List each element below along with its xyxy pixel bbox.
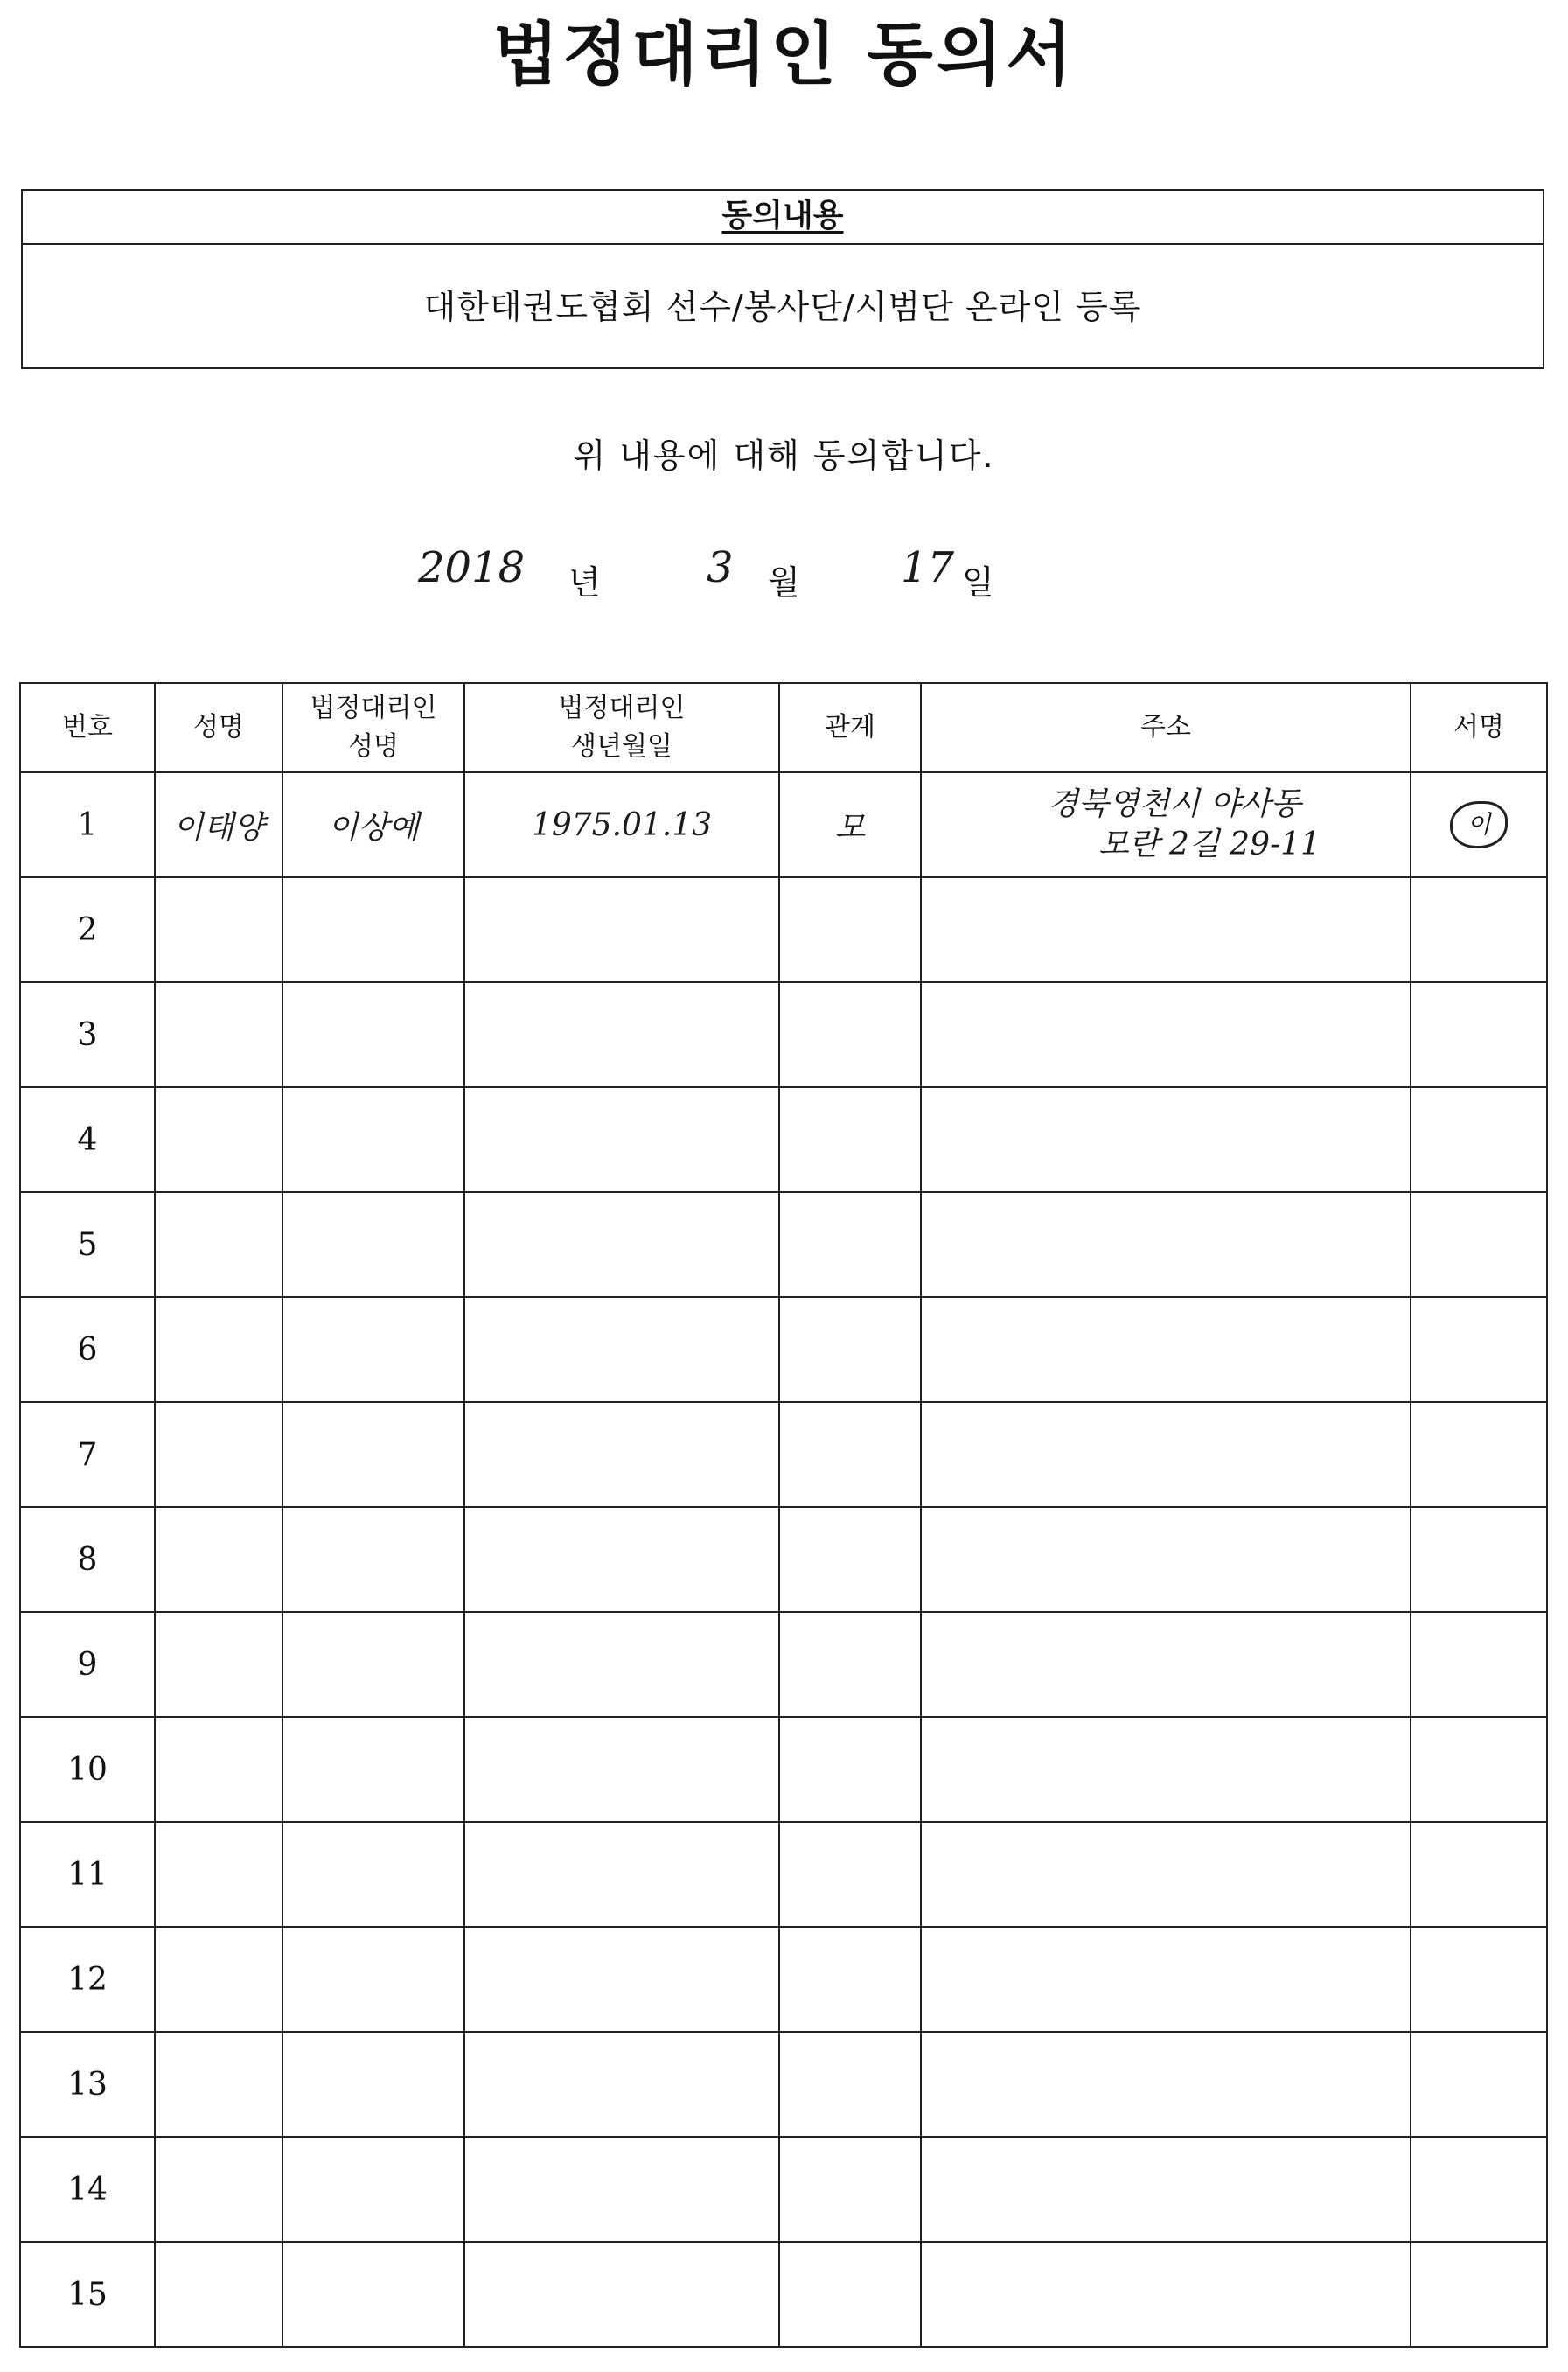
cell-guardian-name xyxy=(282,1507,464,1612)
cell-relation xyxy=(779,1822,921,1927)
cell-signature xyxy=(1411,1297,1547,1402)
cell-number: 9 xyxy=(20,1612,155,1717)
cell-signature xyxy=(1411,1717,1547,1822)
date-year: 2018 xyxy=(418,543,526,592)
document-title: 법정대리인 동의서 xyxy=(492,16,1076,94)
signature-mark: 이 xyxy=(1450,801,1508,848)
cell-guardian-birth xyxy=(464,1507,779,1612)
cell-number: 7 xyxy=(20,1402,155,1507)
cell-guardian-birth xyxy=(464,1717,779,1822)
cell-number: 1 xyxy=(20,772,155,877)
cell-number: 2 xyxy=(20,877,155,982)
agree-statement: 위 내용에 대해 동의합니다. xyxy=(573,436,995,475)
cell-signature xyxy=(1411,1402,1547,1507)
cell-guardian-name xyxy=(282,1087,464,1192)
cell-signature xyxy=(1411,1612,1547,1717)
date-day: 17 xyxy=(901,543,955,592)
cell-guardian-name xyxy=(282,982,464,1087)
cell-guardian-name xyxy=(282,2242,464,2347)
cell-signature xyxy=(1411,2032,1547,2137)
header-guardian-birth xyxy=(464,683,779,772)
cell-address xyxy=(921,2137,1411,2242)
cell-guardian-name: 이상예 xyxy=(282,772,464,877)
cell-address xyxy=(921,1507,1411,1612)
cell-guardian-name xyxy=(282,1402,464,1507)
cell-number: 8 xyxy=(20,1507,155,1612)
cell-signature xyxy=(1411,772,1547,877)
table-row xyxy=(20,1717,1547,1822)
cell-guardian-birth xyxy=(464,1612,779,1717)
cell-guardian-birth: 1975.01.13 xyxy=(464,772,779,877)
cell-address xyxy=(921,1612,1411,1717)
cell-relation xyxy=(779,1612,921,1717)
cell-signature xyxy=(1411,2242,1547,2347)
cell-name xyxy=(155,1087,282,1192)
cell-signature xyxy=(1411,1927,1547,2032)
cell-name xyxy=(155,877,282,982)
cell-guardian-name xyxy=(282,1192,464,1297)
cell-guardian-birth xyxy=(464,1192,779,1297)
table-row xyxy=(20,1822,1547,1927)
cell-guardian-name xyxy=(282,2032,464,2137)
cell-number: 6 xyxy=(20,1297,155,1402)
cell-number: 15 xyxy=(20,2242,155,2347)
cell-name: 이태양 xyxy=(155,772,282,877)
cell-address xyxy=(921,772,1411,877)
cell-number: 5 xyxy=(20,1192,155,1297)
cell-relation xyxy=(779,1927,921,2032)
cell-address xyxy=(921,1717,1411,1822)
cell-relation xyxy=(779,2032,921,2137)
cell-address xyxy=(921,2032,1411,2137)
cell-address xyxy=(921,982,1411,1087)
header-name: 성명 xyxy=(155,683,282,772)
table-header-row xyxy=(20,683,1547,772)
table-row xyxy=(20,1927,1547,2032)
table-row xyxy=(20,1297,1547,1402)
date-line xyxy=(0,538,1568,608)
cell-guardian-birth xyxy=(464,1297,779,1402)
cell-relation xyxy=(779,1297,921,1402)
table-row xyxy=(20,982,1547,1087)
header-guardian-name xyxy=(282,683,464,772)
cell-signature xyxy=(1411,1507,1547,1612)
consent-header: 동의내용 xyxy=(23,191,1543,245)
cell-address xyxy=(921,1297,1411,1402)
cell-relation xyxy=(779,1087,921,1192)
table-row xyxy=(20,1507,1547,1612)
cell-name xyxy=(155,2137,282,2242)
address-line1: 경북영천시 야사동 xyxy=(1048,786,1301,822)
table-row xyxy=(20,1192,1547,1297)
cell-address xyxy=(921,1927,1411,2032)
cell-number: 10 xyxy=(20,1717,155,1822)
cell-guardian-birth xyxy=(464,982,779,1087)
cell-guardian-birth xyxy=(464,1087,779,1192)
cell-name xyxy=(155,1612,282,1717)
cell-number: 11 xyxy=(20,1822,155,1927)
cell-guardian-name xyxy=(282,1297,464,1402)
cell-name xyxy=(155,2032,282,2137)
table-row xyxy=(20,2137,1547,2242)
cell-guardian-birth xyxy=(464,2242,779,2347)
cell-relation: 모 xyxy=(779,772,921,877)
table-row xyxy=(20,772,1547,877)
cell-relation xyxy=(779,877,921,982)
header-number: 번호 xyxy=(20,683,155,772)
cell-name xyxy=(155,1717,282,1822)
cell-signature xyxy=(1411,1822,1547,1927)
cell-name xyxy=(155,1192,282,1297)
cell-guardian-birth xyxy=(464,2032,779,2137)
cell-number: 3 xyxy=(20,982,155,1087)
cell-guardian-birth xyxy=(464,1822,779,1927)
consent-body: 대한태권도협회 선수/봉사단/시범단 온라인 등록 xyxy=(423,288,1142,326)
table-row xyxy=(20,2242,1547,2347)
consent-box xyxy=(21,189,1544,369)
cell-signature xyxy=(1411,1192,1547,1297)
cell-name xyxy=(155,1507,282,1612)
cell-guardian-name xyxy=(282,1822,464,1927)
header-guardian-name-line2: 성명 xyxy=(348,731,399,762)
header-relation: 관계 xyxy=(779,683,921,772)
cell-relation xyxy=(779,1717,921,1822)
cell-number: 13 xyxy=(20,2032,155,2137)
cell-relation xyxy=(779,1192,921,1297)
cell-name xyxy=(155,2242,282,2347)
header-address: 주소 xyxy=(921,683,1411,772)
table-row xyxy=(20,877,1547,982)
cell-address xyxy=(921,1087,1411,1192)
cell-address xyxy=(921,1192,1411,1297)
cell-guardian-birth xyxy=(464,2137,779,2242)
cell-relation xyxy=(779,1402,921,1507)
header-guardian-name-line1: 법정대리인 xyxy=(310,693,437,723)
cell-name xyxy=(155,1402,282,1507)
date-month-label: 월 xyxy=(768,563,800,602)
address-line2: 모란 2길 29-11 xyxy=(1098,827,1321,862)
cell-address xyxy=(921,1822,1411,1927)
cell-guardian-birth xyxy=(464,1402,779,1507)
date-year-label: 년 xyxy=(568,563,601,602)
cell-signature xyxy=(1411,982,1547,1087)
table-row xyxy=(20,1087,1547,1192)
cell-guardian-name xyxy=(282,877,464,982)
cell-signature xyxy=(1411,1087,1547,1192)
header-guardian-birth-line2: 생년월일 xyxy=(571,731,672,762)
cell-guardian-name xyxy=(282,1717,464,1822)
cell-guardian-name xyxy=(282,2137,464,2242)
cell-address xyxy=(921,877,1411,982)
cell-name xyxy=(155,1927,282,2032)
cell-relation xyxy=(779,2242,921,2347)
cell-signature xyxy=(1411,877,1547,982)
cell-number: 4 xyxy=(20,1087,155,1192)
cell-guardian-birth xyxy=(464,1927,779,2032)
cell-relation xyxy=(779,2137,921,2242)
cell-signature xyxy=(1411,2137,1547,2242)
cell-name xyxy=(155,1297,282,1402)
cell-guardian-name xyxy=(282,1612,464,1717)
cell-address xyxy=(921,2242,1411,2347)
cell-number: 14 xyxy=(20,2137,155,2242)
table-row xyxy=(20,1612,1547,1717)
guardian-table xyxy=(19,682,1548,2348)
table-row xyxy=(20,1402,1547,1507)
cell-name xyxy=(155,1822,282,1927)
cell-name xyxy=(155,982,282,1087)
cell-relation xyxy=(779,1507,921,1612)
cell-guardian-name xyxy=(282,1927,464,2032)
header-guardian-birth-line1: 법정대리인 xyxy=(558,693,686,723)
cell-number: 12 xyxy=(20,1927,155,2032)
table-row xyxy=(20,2032,1547,2137)
date-month: 3 xyxy=(707,543,734,592)
cell-address xyxy=(921,1402,1411,1507)
cell-relation xyxy=(779,982,921,1087)
header-signature: 서명 xyxy=(1411,683,1547,772)
cell-guardian-birth xyxy=(464,877,779,982)
date-day-label: 일 xyxy=(962,563,994,602)
